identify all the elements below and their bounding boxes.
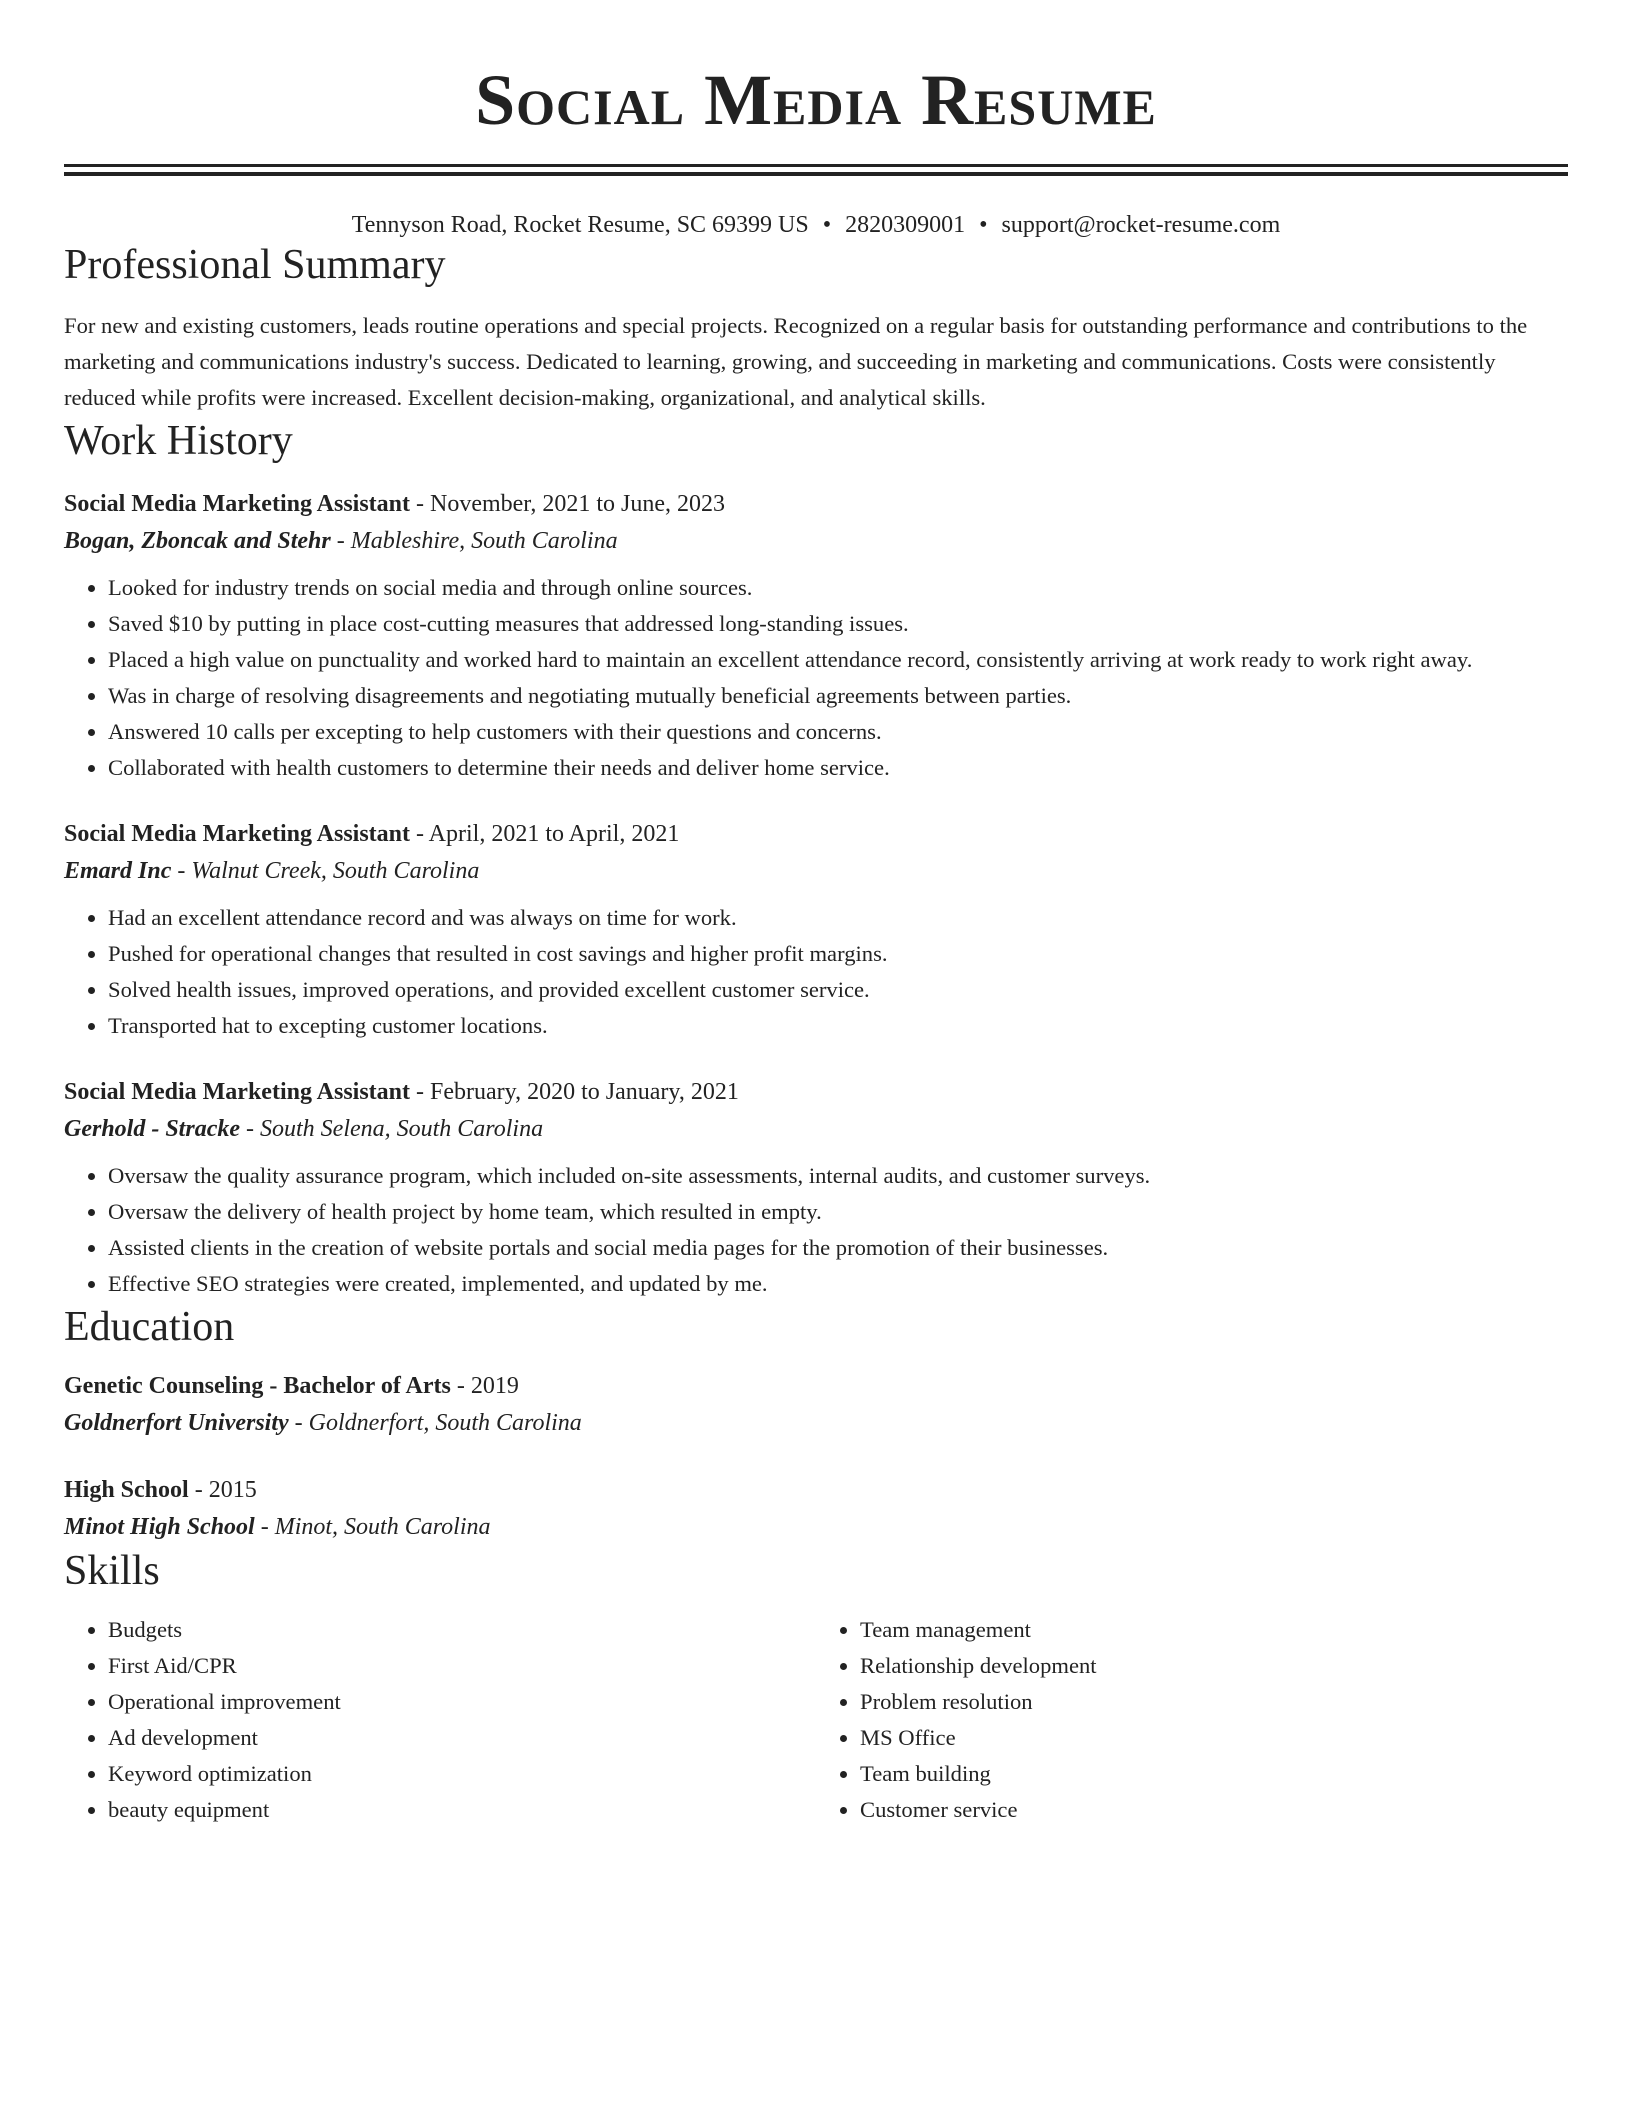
job-duty: • Oversaw the delivery of health project by home team, which resulted in empty. (108, 1194, 1568, 1230)
job-dates: - November, 2021 to June, 2023 (410, 491, 725, 517)
job-company: Gerhold - Stracke (64, 1116, 240, 1142)
summary-heading: Professional Summary (64, 242, 446, 288)
job-company: Emard Inc (64, 858, 172, 884)
job-entry (64, 1074, 1568, 1302)
education-degree-line (64, 1368, 1568, 1404)
skill-item: • Relationship development (860, 1648, 1568, 1684)
job-dates: - February, 2020 to January, 2021 (410, 1079, 739, 1105)
education-year: - 2015 (188, 1477, 257, 1503)
job-company-line (64, 852, 1568, 890)
education-heading: Education (64, 1304, 235, 1350)
skills-grid (64, 1612, 1568, 1828)
skill-item: • Budgets (108, 1612, 816, 1648)
contact-address: Tennyson Road, Rocket Resume, SC 69399 US (351, 212, 809, 238)
education-year: - 2019 (450, 1373, 519, 1399)
education-degree: High School (64, 1477, 189, 1503)
job-title: Social Media Marketing Assistant (64, 821, 410, 847)
skill-item: • First Aid/CPR (108, 1648, 816, 1684)
job-duties-list (64, 570, 1568, 786)
job-duty: • Answered 10 calls per excepting to help customers with their questions and concerns. (108, 714, 1568, 750)
skills-list (816, 1612, 1568, 1828)
job-location: - Mableshire, South Carolina (330, 528, 618, 554)
education-school: Minot High School (64, 1514, 255, 1540)
job-duty: • Effective SEO strategies were created, implemented, and updated by me. (108, 1266, 1568, 1302)
job-duty: • Saved $10 by putting in place cost-cutting measures that addressed long-standing issues. (108, 606, 1568, 642)
education-location: - Minot, South Carolina (254, 1514, 491, 1540)
job-title: Social Media Marketing Assistant (64, 491, 410, 517)
summary-text: For new and existing customers, leads routine operations and special projects. Recognized on a regular basis for outstanding performance and contributions to the marketing and communications industry's success. Dedicated to learning, growing, and succeeding in marketing and communications. Costs were consistently reduced while profits were increased. Excellent decision-making, organizational, and analytical skills. (64, 313, 1528, 410)
skills-column-right (816, 1612, 1568, 1828)
job-duty: • Pushed for operational changes that resulted in cost savings and higher profit margins. (108, 936, 1568, 972)
job-duty: • Collaborated with health customers to determine their needs and deliver home service. (108, 750, 1568, 786)
skill-item: • Team management (860, 1612, 1568, 1648)
skill-item: • beauty equipment (108, 1792, 816, 1828)
contact-phone: 2820309001 (845, 212, 966, 238)
job-title-line (64, 1074, 1568, 1110)
job-company-line (64, 1110, 1568, 1148)
job-duty: • Placed a high value on punctuality and worked hard to maintain an excellent attendance record, consistently arriving at work ready to work right away. (108, 642, 1568, 678)
education-entry (64, 1472, 1568, 1546)
job-duties-list (64, 1158, 1568, 1302)
skills-heading: Skills (64, 1548, 160, 1594)
job-duty: • Was in charge of resolving disagreements and negotiating mutually beneficial agreements between parties. (108, 678, 1568, 714)
education-degree-line (64, 1472, 1568, 1508)
contact-separator: • (979, 212, 988, 238)
job-duty: • Solved health issues, improved operations, and provided excellent customer service. (108, 972, 1568, 1008)
job-title-line (64, 816, 1568, 852)
job-dates: - April, 2021 to April, 2021 (410, 821, 680, 847)
education-school-line (64, 1508, 1568, 1546)
skill-item: • Problem resolution (860, 1684, 1568, 1720)
job-entry (64, 486, 1568, 786)
contact-email: support@rocket-resume.com (1001, 212, 1281, 238)
skills-list (64, 1612, 816, 1828)
skill-item: • Operational improvement (108, 1684, 816, 1720)
job-location: - South Selena, South Carolina (240, 1116, 544, 1142)
job-location: - Walnut Creek, South Carolina (171, 858, 480, 884)
job-duty: • Had an excellent attendance record and was always on time for work. (108, 900, 1568, 936)
education-entry (64, 1368, 1568, 1442)
skill-item: • Team building (860, 1756, 1568, 1792)
education-location: - Goldnerfort, South Carolina (288, 1410, 582, 1436)
contact-line (64, 210, 1568, 240)
work-history-heading: Work History (64, 418, 293, 464)
job-company: Bogan, Zboncak and Stehr (64, 528, 331, 554)
resume-name: Social Media Resume (475, 60, 1157, 140)
job-duty: • Looked for industry trends on social media and through online sources. (108, 570, 1568, 606)
job-duty: • Transported hat to excepting customer locations. (108, 1008, 1568, 1044)
skill-item: • Ad development (108, 1720, 816, 1756)
education-degree: Genetic Counseling - Bachelor of Arts (64, 1373, 451, 1399)
job-entry (64, 816, 1568, 1044)
contact-separator: • (822, 212, 832, 238)
header-divider (64, 164, 1568, 176)
skills-column-left (64, 1612, 816, 1828)
education-school: Goldnerfort University (64, 1410, 289, 1436)
job-title-line (64, 486, 1568, 522)
job-duty: • Assisted clients in the creation of website portals and social media pages for the promotion of their businesses. (108, 1230, 1568, 1266)
skill-item: • Keyword optimization (108, 1756, 816, 1792)
job-title: Social Media Marketing Assistant (64, 1079, 410, 1105)
skill-item: • MS Office (860, 1720, 1568, 1756)
job-duties-list (64, 900, 1568, 1044)
skill-item: • Customer service (860, 1792, 1568, 1828)
job-company-line (64, 522, 1568, 560)
job-duty: • Oversaw the quality assurance program, which included on-site assessments, internal audits, and customer surveys. (108, 1158, 1568, 1194)
education-school-line (64, 1404, 1568, 1442)
